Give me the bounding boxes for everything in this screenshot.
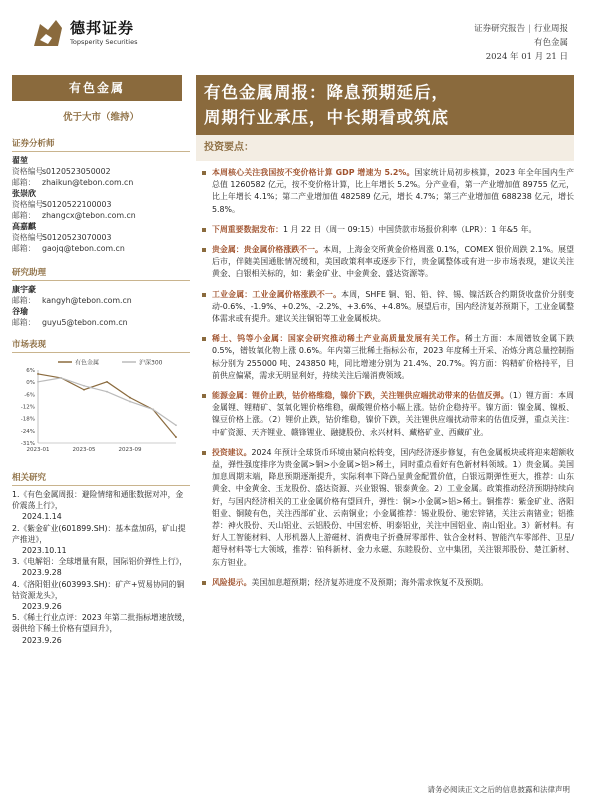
key-point (202, 577, 574, 589)
key-point (202, 167, 574, 216)
key-point (202, 333, 574, 382)
data-point (129, 401, 131, 403)
data-point (37, 373, 39, 375)
email-label: 邮箱： (12, 178, 36, 187)
sector-tag: 有色金属 (533, 38, 568, 48)
data-point (83, 389, 85, 391)
footer (0, 776, 600, 800)
email-value: kangyh@tebon.com.cn (42, 296, 132, 305)
cert-label: 资格编号： (12, 233, 51, 242)
key-point-body: （1）锂方面：本周金属锂、锂精矿、氢氧化锂价格维稳，碳酸锂价格小幅上涨。钴价企稳持平。镍方面：镍金属、镍板、镍豆价格上涨。（2）锂价止跌，钴价维稳，镍价下跌，关注锂供应端扰动带来的估值反弹，重点关注：中矿资源、天齐锂业、赣锋锂业、融捷股份、永兴材料、藏格矿业、西藏矿业。 (212, 391, 574, 437)
data-point (106, 381, 108, 383)
y-tick-label: -31% (20, 441, 35, 447)
analyst-name: 翟堃 (12, 156, 28, 165)
assistant-email (12, 317, 190, 328)
key-point-head: 本周核心关注我国按不变价格计算 GDP 增速为 5.2%。 (212, 168, 415, 177)
data-point (83, 385, 85, 387)
key-points-list (196, 167, 574, 589)
industry-tag: 行业周报 (533, 24, 568, 34)
related-section (12, 471, 190, 646)
analyst-email (12, 243, 190, 254)
key-point-head: 投资建议。 (212, 447, 252, 457)
email-label: 邮箱： (12, 244, 36, 253)
sidebar (12, 75, 190, 646)
key-point-head: 稀土、钨等小金属：国家会研究推动稀土产业高质量发展有关工作。 (212, 334, 465, 344)
analyst-cert (12, 232, 190, 243)
analyst-name: 高嘉麒 (12, 222, 36, 231)
y-tick-label: -6% (24, 392, 35, 399)
key-point-head: 能源金属：锂价止跌，钴价格维稳，镍价下跌，关注锂供应端扰动带来的估值反弹。 (212, 391, 509, 401)
x-tick-label: 2023-01 (26, 447, 50, 453)
data-point (129, 397, 131, 399)
analyst-name: 张崇欣 (12, 189, 36, 198)
sector-label: 有色金属 (12, 75, 182, 101)
assistant-email (12, 295, 190, 306)
y-tick-label: 6% (26, 368, 35, 374)
related-date: 2023.10.11 (22, 546, 67, 556)
logo-chinese: 德邦证券 (70, 19, 135, 37)
assistant-name: 谷瑜 (12, 307, 28, 316)
disclaimer: 请务必阅读正文之后的信息披露和法律声明 (427, 785, 570, 794)
analyst-email (12, 210, 190, 221)
legend-label: 有色金属 (75, 359, 100, 367)
key-point (202, 447, 574, 569)
related-date: 2023.9.28 (22, 568, 62, 578)
key-point-body: 稀土方面：本周镨钕金属下跌 0.5%，镨钕氧化物上涨 0.6%。年内第三批稀土指标公布，2023 年度稀土开采、冶炼分离总量控制指标分别为 255000 吨、243850 吨，同比增速分别为 21.4%、20.7%。钨方面：钨精矿价格持平，目前供应偏紧，需求无明显利好，持续关注后端消费领域。 (212, 334, 574, 380)
assistant-name: 康宇豪 (12, 285, 36, 294)
key-point-body: 本周，SHFE 铜、铝、铅、锌、锡、镍活跃合约期货收盘价分别变动-0.6%、-1.9%、+0.2%、-2.2%、+3.6%、+4.8%。展望后市，国内经济复苏预期下，工业金属整体需求或有提升。建议关注铜铝等工业金属板块。 (212, 289, 574, 324)
analyst-email (12, 177, 190, 188)
key-points-title: 投资要点： (196, 135, 574, 161)
company-logo (30, 14, 160, 58)
market-section (12, 338, 190, 461)
related-item (12, 612, 190, 646)
report-title (196, 75, 574, 135)
data-point (152, 409, 154, 411)
report-header (0, 0, 600, 70)
y-tick-label: 0% (26, 380, 35, 387)
main-content (196, 75, 574, 597)
related-title: 5.《稀土行业点评：2023 年第二批指标增速放缓，弱供给下稀土价格有望回升》， (12, 613, 190, 634)
email-value: zhaikun@tebon.com.cn (42, 178, 134, 187)
email-label: 邮箱： (12, 318, 36, 327)
y-tick-label: -18% (20, 416, 35, 423)
x-tick-label: 2023-05 (72, 447, 96, 453)
data-point (175, 436, 177, 438)
series-line-hs300 (38, 378, 176, 425)
x-tick-label: 2023-09 (118, 447, 142, 453)
logo-english: Topsperity Securities (70, 38, 138, 46)
assistant-title: 研究助理 (12, 266, 190, 281)
related-date: 2023.9.26 (22, 635, 62, 645)
rating-label: 优于大市（维持） (62, 112, 139, 123)
analyst-cert (12, 199, 190, 210)
cert-label: 资格编号： (12, 167, 51, 176)
related-item (12, 523, 190, 557)
cert-value: S0120523070003 (42, 233, 112, 242)
data-point (37, 381, 39, 383)
analyst-title: 证券分析师 (12, 137, 190, 152)
key-point-head: 贵金属：贵金属价格涨跌不一。 (212, 245, 323, 255)
related-title: 4.《洛阳钼业(603993.SH)：矿产+贸易协同的铜钴资源龙头》， (12, 579, 185, 600)
series-line-nonferrous (38, 374, 176, 437)
market-chart (12, 356, 182, 461)
related-title: 相关研究 (12, 471, 190, 486)
key-point-body: 国家统计局初步核算，2023 年全年国内生产总值 1260582 亿元，按不变价格计算，比上年增长 5.2%。分产业看，第一产业增加值 89755 亿元，比上年增长 4.1%；第二产业增加值 482589 亿元，增长 4.7%；第三产业增加值 688238 亿元，增长 5.8%。 (212, 168, 575, 214)
key-point-body: 本周，上海金交所黄金价格周涨 0.1%，COMEX 银价周跌 2.1%。展望后市，伴随美国通胀情况缓和，美国政策利率或逐步下行，贵金属整体或有进一步市场表现，建议关注黄金、白银相关标的，如：紫金矿业、中金黄金、盛达资源等。 (212, 245, 574, 279)
related-item (12, 489, 190, 523)
report-date: 2024 年 01 月 21 日 (485, 52, 568, 62)
key-point (202, 289, 574, 326)
related-title: 3.《电解铝：全球增量有限，国际铝价弹性上行》， (12, 557, 188, 567)
email-value: gaojq@tebon.com.cn (42, 244, 125, 253)
y-tick-label: -24% (20, 428, 35, 435)
email-value: zhangcx@tebon.com.cn (42, 211, 136, 220)
email-label: 邮箱： (12, 296, 36, 305)
key-point-body: 1 月 22 日（周一 09:15）中国贷款市场报价利率（LPR）：1 年&5 年。 (283, 224, 537, 234)
key-point (202, 390, 574, 439)
email-value: guyu5@tebon.com.cn (42, 318, 128, 327)
analyst-cert (12, 166, 190, 177)
logo-icon (30, 16, 66, 52)
cert-label: 资格编号： (12, 200, 51, 209)
key-point-body: 2024 年预计全球货币环境由紧向松转变，国内经济逐步修复，有色金属板块或将迎来超额收益，弹性强度排序为贵金属>铜>小金属>铝>稀土，同时重点看好有色新材料领域。1）贵金属。美国加息周期末端，降息预期逐渐提升，实际利率下降凸显黄金配置价值，白银远期弹性更大，推荐：山东黄金、中金黄金、玉龙股份、盛达资源、兴业银锡、银泰黄金。2）工业金属。政策推动经济预期持续向好，与国内经济相关的工业金属价格有望回升，弹性：铜>小金属>铝>稀土。铜推荐：紫金矿业、洛阳钼业、铜陵有色，关注西部矿业、云南铜业；小金属推荐：锡业股份、驰宏锌锗，关注云南锗业；铝推荐：神火股份、天山铝业、云铝股份、中国宏桥、明泰铝业，关注中国铝业、南山铝业。3）新材料。有好人工智能材料、人形机器人上游磁材、消费电子折叠屏零部件、钛合金材料、智能汽车零部件、卫星/超导材料等七大领域，推荐：铂科新材、金力永磁、东睦股份、立中集团，关注银邦股份、楚江新材、东方钽业。 (212, 447, 574, 567)
assistant-section (12, 266, 190, 328)
email-label: 邮箱： (12, 211, 36, 220)
related-item (12, 579, 190, 613)
key-point-body: 美国加息超预期；经济复苏进度不及预期；海外需求恢复不及预期。 (251, 577, 489, 587)
legend-label: 沪深300 (139, 359, 163, 367)
related-date: 2024.1.14 (22, 512, 62, 522)
related-title: 2.《紫金矿业(601899.SH)：基本盘加码，矿山提产推进》， (12, 523, 186, 544)
market-title: 市场表现 (12, 338, 190, 353)
key-point (202, 224, 574, 236)
data-point (106, 391, 108, 393)
related-date: 2023.9.26 (22, 602, 62, 612)
related-title: 1.《有色金属周报：避险情绪和通胀数据对冲，金价震荡上行》， (12, 490, 184, 511)
key-point-head: 工业金属：工业金属价格涨跌不一。 (212, 289, 342, 299)
title-line-1: 有色金属周报：降息预期延后， (204, 83, 449, 102)
title-line-2: 周期行业承压，中长期看或筑底 (204, 108, 449, 127)
data-point (175, 424, 177, 426)
analyst-section (12, 137, 190, 254)
market-chart-svg (12, 356, 182, 461)
cert-value: s0120523050002 (42, 167, 111, 176)
y-tick-label: -12% (20, 404, 35, 411)
cert-value: S0120522100003 (42, 200, 112, 209)
key-point (202, 244, 574, 281)
related-item (12, 556, 190, 578)
report-type: 证券研究报告 (474, 24, 526, 34)
key-point-head: 风险提示。 (212, 577, 252, 587)
key-point-head: 下周重要数据发布： (212, 224, 284, 234)
header-meta: 证券研究报告 | 行业周报 有色金属 2024 年 01 月 21 日 (474, 24, 568, 62)
data-point (60, 377, 62, 379)
